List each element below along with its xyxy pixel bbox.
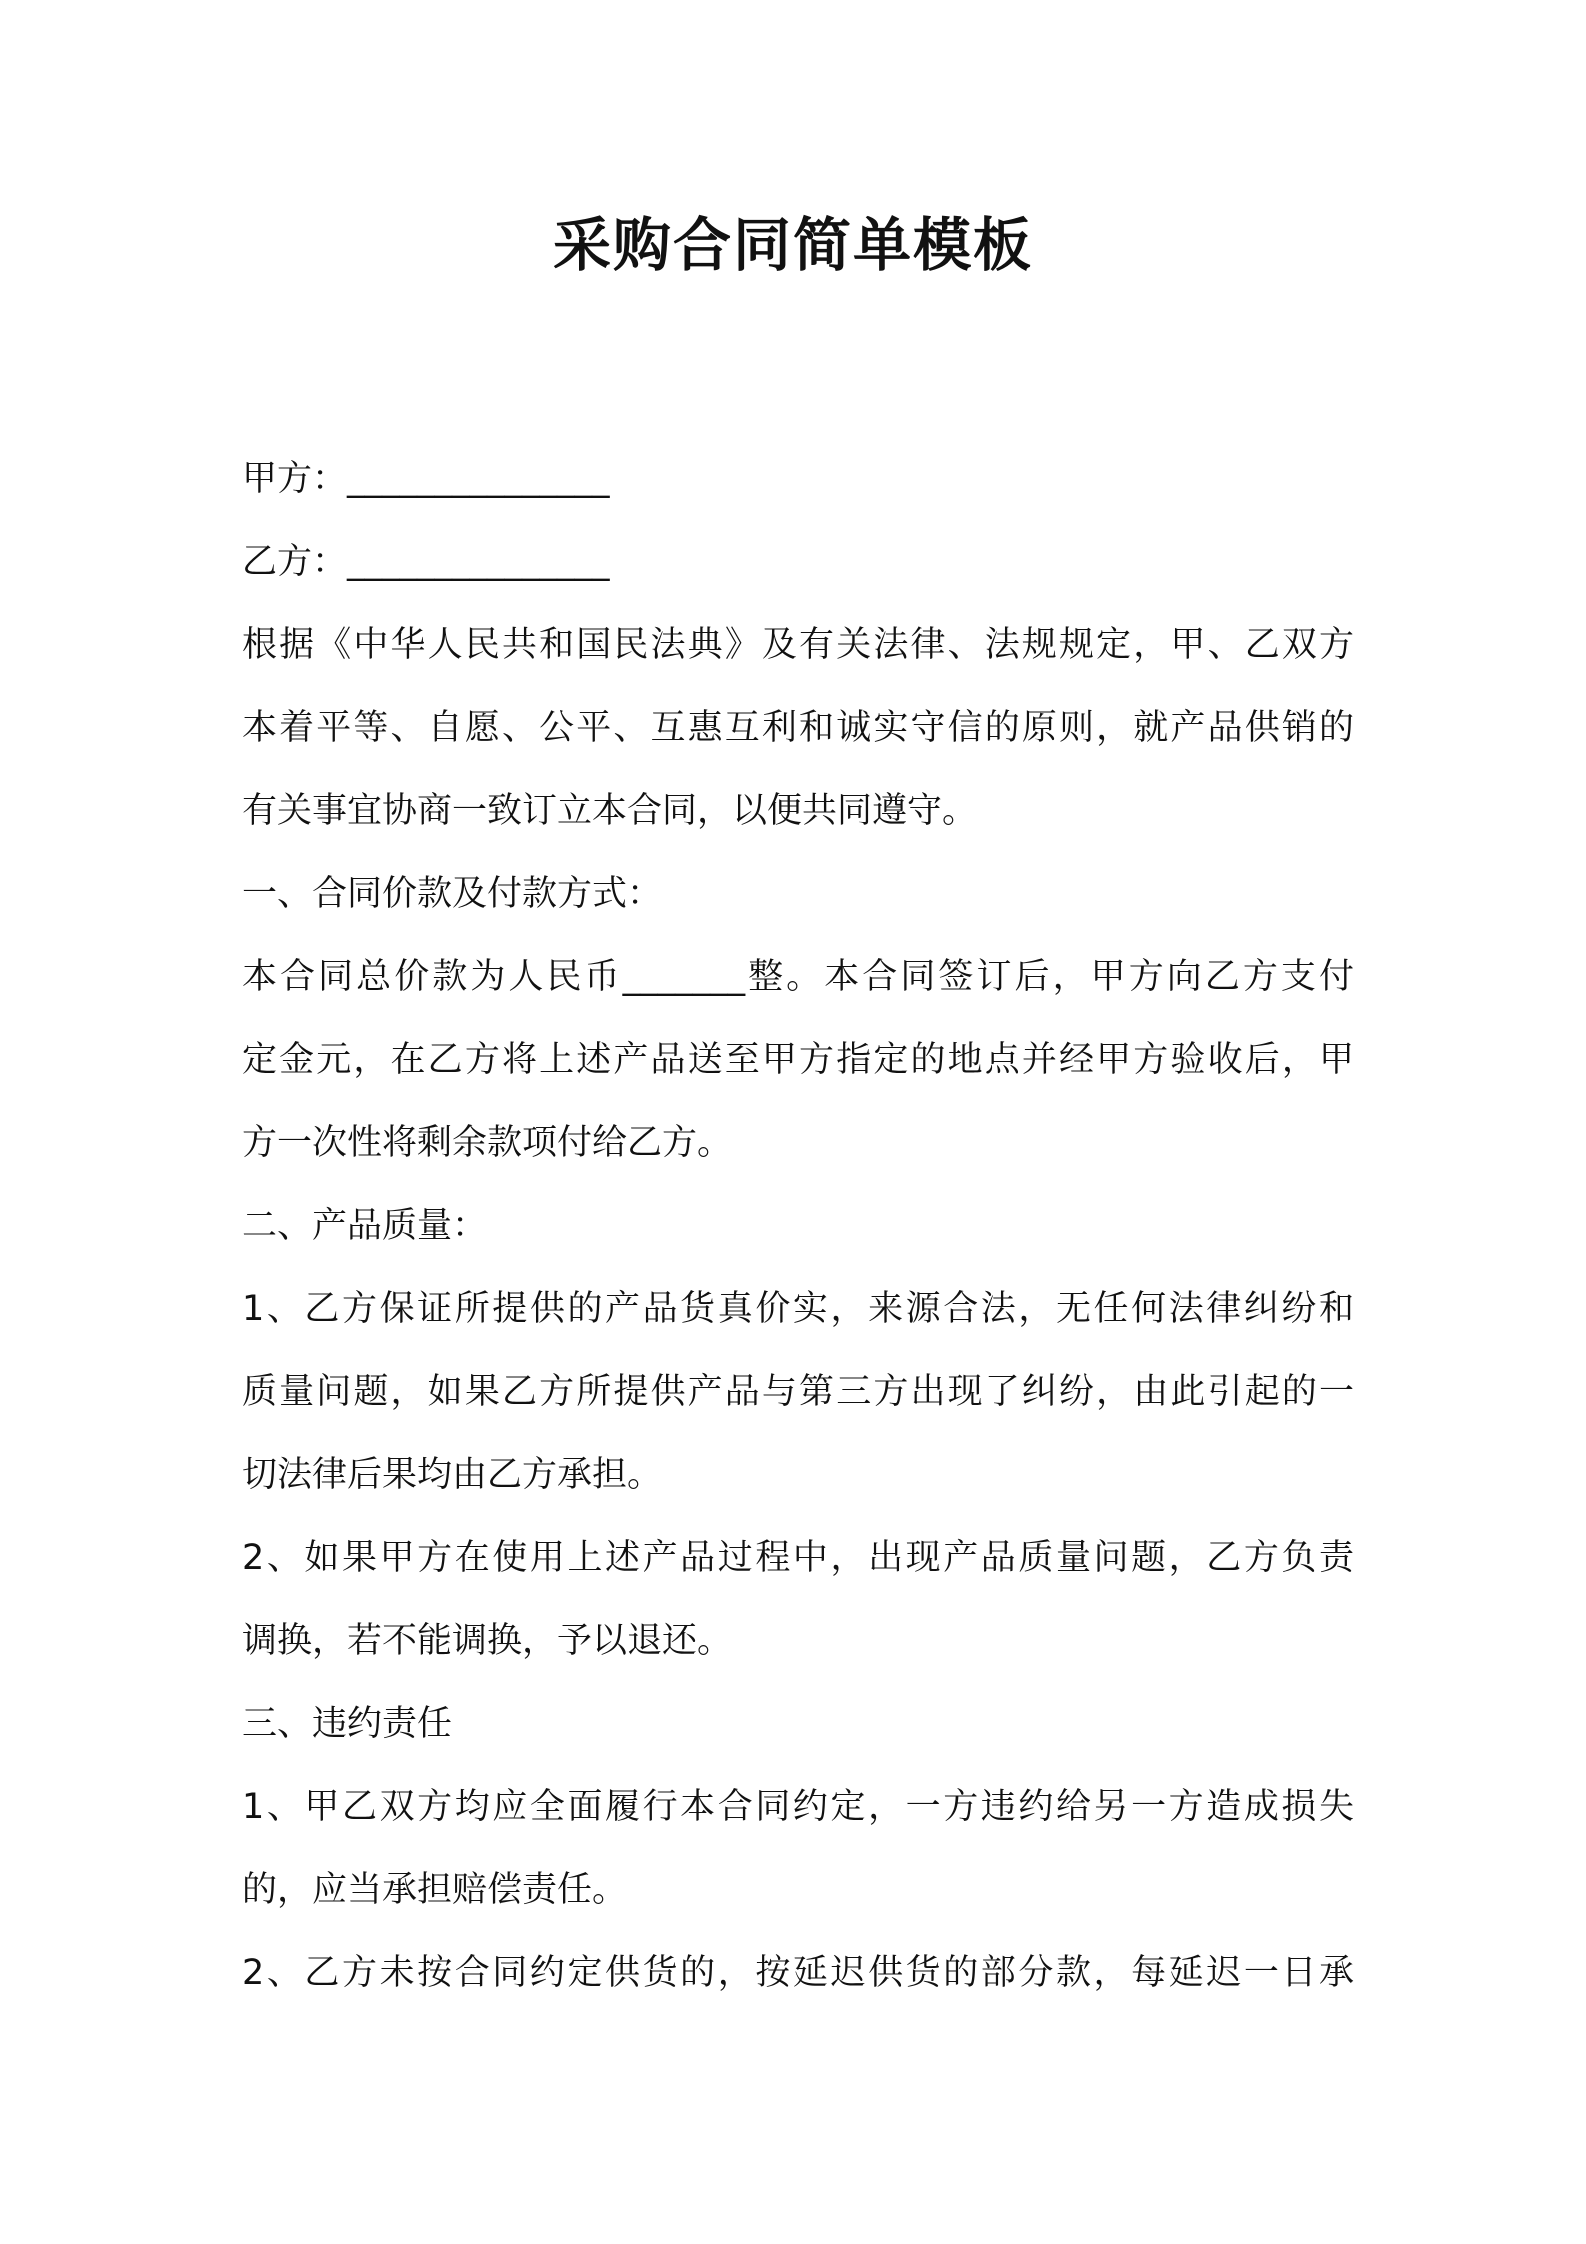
paragraph-line: 定金元，在乙方将上述产品送至甲方指定的地点并经甲方验收后，甲 — [242, 1040, 1354, 1080]
section-heading: 一、合同价款及付款方式： — [242, 874, 663, 914]
paragraph-line: 方一次性将剩余款项付给乙方。 — [242, 1123, 733, 1163]
paragraph-line: 本着平等、自愿、公平、互惠互利和诚实守信的原则，就产品供销的 — [242, 708, 1354, 748]
document-body — [242, 438, 1354, 2015]
paragraph-line: 调换，若不能调换，予以退还。 — [242, 1621, 733, 1661]
paragraph-line: 2、如果甲方在使用上述产品过程中，出现产品质量问题，乙方负责 — [242, 1538, 1354, 1578]
paragraph-line: 切法律后果均由乙方承担。 — [242, 1455, 663, 1495]
paragraph-line: 的，应当承担赔偿责任。 — [242, 1870, 628, 1910]
paragraph-line: 根据《中华人民共和国民法典》及有关法律、法规规定，甲、乙双方 — [242, 625, 1354, 665]
party-a-line: 甲方：_______________ — [242, 459, 610, 499]
paragraph-line: 1、乙方保证所提供的产品货真价实，来源合法，无任何法律纠纷和 — [242, 1289, 1354, 1329]
paragraph-line: 2、乙方未按合同约定供货的，按延迟供货的部分款，每延迟一日承 — [242, 1953, 1354, 1993]
paragraph-line: 本合同总价款为人民币_______整。本合同签订后，甲方向乙方支付 — [242, 957, 1354, 997]
paragraph-line: 有关事宜协商一致订立本合同，以便共同遵守。 — [242, 791, 978, 831]
party-b-line: 乙方：_______________ — [242, 542, 610, 582]
document-title: 采购合同简单模板 — [552, 211, 1033, 279]
section-heading: 三、违约责任 — [242, 1704, 453, 1744]
section-heading: 二、产品质量： — [242, 1206, 488, 1246]
paragraph-line: 1、甲乙双方均应全面履行本合同约定，一方违约给另一方造成损失 — [242, 1787, 1354, 1827]
paragraph-line: 质量问题，如果乙方所提供产品与第三方出现了纠纷，由此引起的一 — [242, 1372, 1354, 1412]
